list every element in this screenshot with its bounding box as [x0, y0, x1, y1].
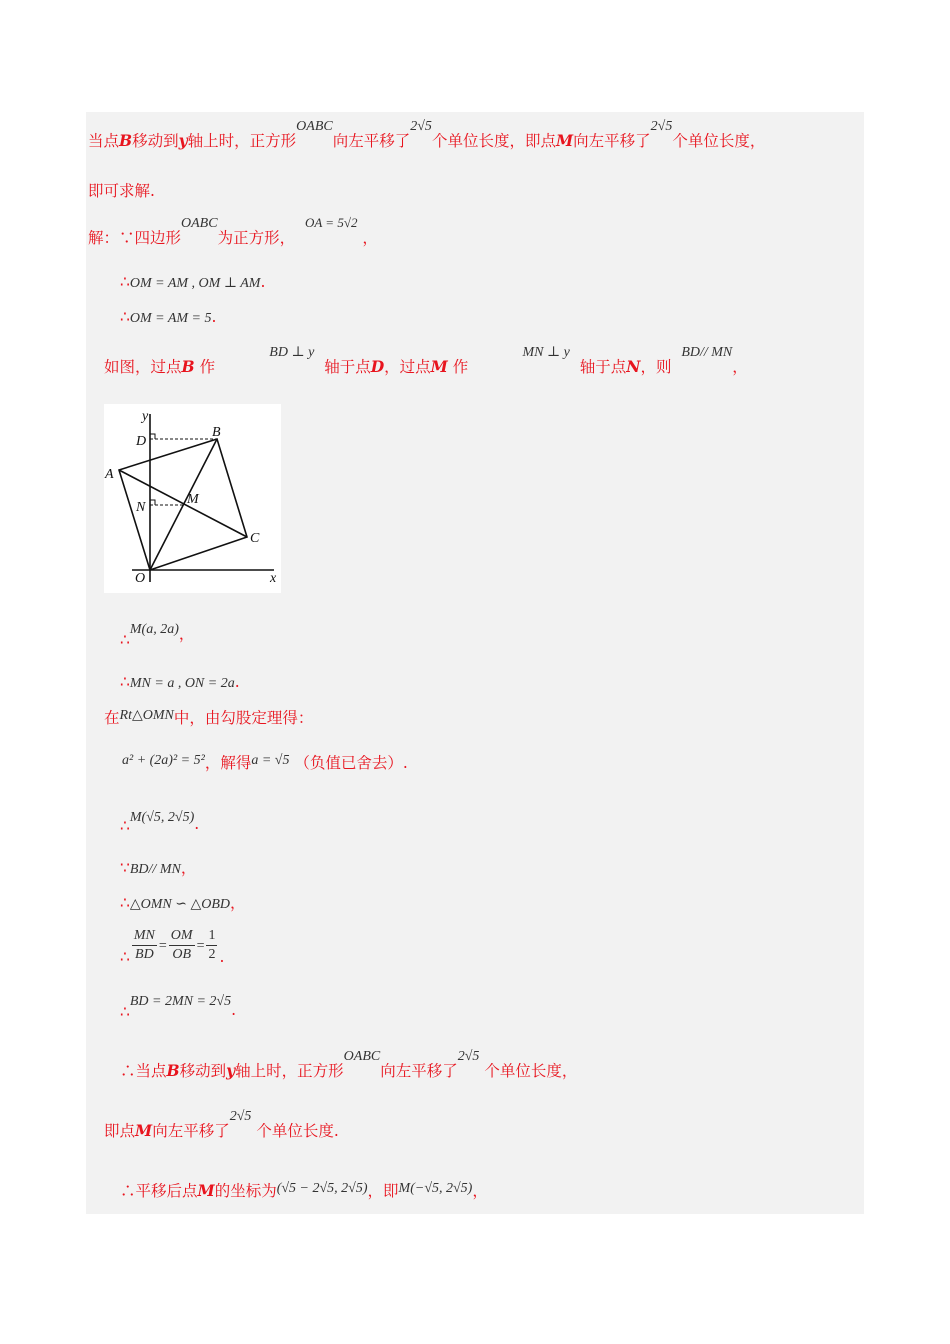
- text: 轴上时，正方形: [187, 132, 297, 150]
- text: 为正方形，: [217, 229, 296, 247]
- line-7: [120, 622, 195, 649]
- line-14: [120, 927, 224, 964]
- therefore: ∴: [120, 1003, 130, 1021]
- text: 个单位长度.: [256, 1122, 339, 1140]
- text: 当点: [88, 132, 120, 150]
- text: 移动到: [179, 1062, 227, 1080]
- label-x: x: [270, 571, 277, 586]
- text: .: [219, 947, 225, 966]
- text: 向左平移了: [573, 132, 651, 150]
- text: .: [211, 308, 217, 326]
- text: .: [260, 273, 266, 291]
- point-b: B: [166, 1061, 180, 1080]
- text: 作: [452, 358, 469, 376]
- text: 即点: [104, 1122, 136, 1140]
- line-9: [104, 708, 313, 730]
- math-m-final: M(−√5, 2√5): [398, 1181, 473, 1196]
- text: ，: [180, 859, 197, 877]
- fraction-om-ob: [169, 927, 195, 964]
- math-similar: △OMN ∽ △OBD: [129, 897, 231, 912]
- text: ，则: [640, 358, 672, 376]
- line-12: [120, 858, 196, 880]
- because: ∵: [120, 859, 130, 877]
- denominator: OB: [172, 947, 191, 962]
- text: 中，由勾股定理得：: [173, 709, 314, 727]
- therefore: ∴: [120, 817, 130, 835]
- line-1: [88, 119, 766, 153]
- text: 在: [104, 709, 120, 727]
- math-pythag: a² + (2a)² = 5²: [122, 753, 205, 768]
- label-o: O: [135, 571, 146, 586]
- math-bd-parallel-mn: BD// MN: [129, 862, 181, 877]
- text: 向左平移了: [152, 1122, 230, 1140]
- text: 如图，过点: [104, 358, 182, 376]
- text: 轴于点: [324, 358, 371, 376]
- text: 的坐标为: [214, 1182, 277, 1200]
- line-13: [120, 893, 246, 915]
- text: ，: [362, 229, 378, 247]
- math-oabc: OABC: [181, 216, 218, 231]
- line-4: [120, 272, 265, 294]
- point-m: M: [197, 1181, 215, 1200]
- math-a-sqrt5: a = √5: [251, 753, 290, 768]
- line-18: [120, 1181, 488, 1203]
- math-2sqrt5: 2√5: [410, 119, 432, 134]
- line-17: [104, 1109, 339, 1143]
- text: 个单位长度，: [672, 132, 766, 150]
- denominator: BD: [135, 947, 154, 962]
- label-m: M: [187, 492, 199, 507]
- line-5: [120, 307, 216, 329]
- math-om-am-5: OM = AM = 5: [129, 311, 212, 326]
- line-8: [120, 672, 240, 694]
- text: ，: [472, 1182, 488, 1200]
- point-m: M: [135, 1121, 153, 1140]
- text: .: [231, 1001, 237, 1019]
- numerator: MN: [132, 927, 157, 946]
- text: 个单位长度，: [484, 1062, 578, 1080]
- text: 向左平移了: [332, 132, 411, 150]
- text: ，即: [367, 1182, 399, 1200]
- point-n: N: [626, 357, 641, 376]
- text: ，: [178, 625, 195, 643]
- text: 轴上时，正方形: [235, 1062, 344, 1080]
- math-om-am: OM = AM , OM ⊥ AM: [129, 276, 261, 291]
- line-3: [88, 215, 378, 250]
- fraction-1-2: [206, 927, 217, 964]
- math-m-a-2a: M(a, 2a): [129, 622, 179, 637]
- therefore: ∴: [120, 894, 130, 912]
- text: ，: [732, 358, 748, 376]
- axis-y: y: [178, 131, 188, 150]
- math-bd-2mn: BD = 2MN = 2√5: [129, 994, 232, 1009]
- text: .: [194, 815, 200, 833]
- text: .: [234, 673, 240, 691]
- math-oa: OA = 5√2: [304, 215, 358, 230]
- math-bd-parallel-mn: BD// MN: [681, 345, 733, 360]
- figure-svg: [104, 404, 281, 593]
- point-m: M: [430, 357, 448, 376]
- line-16: [120, 1049, 578, 1083]
- math-2sqrt5: 2√5: [650, 119, 673, 134]
- label-b: B: [212, 425, 221, 440]
- math-oabc: OABC: [296, 119, 333, 134]
- point-b: B: [181, 357, 195, 376]
- line-2: 即可求解.: [88, 182, 155, 200]
- label-n: N: [136, 500, 146, 515]
- math-mn-on: MN = a , ON = 2a: [129, 676, 235, 691]
- equals: =: [196, 938, 205, 954]
- text: 移动到: [132, 132, 179, 150]
- text: 个单位长度，即点: [431, 132, 556, 150]
- text: 解：∵四边形: [88, 229, 182, 247]
- label-c: C: [250, 531, 260, 546]
- line-11: [120, 806, 200, 835]
- text: ，解得: [204, 754, 252, 772]
- math-2sqrt5: 2√5: [457, 1049, 480, 1064]
- therefore: ∴: [120, 947, 130, 966]
- text: ∴当点: [120, 1062, 167, 1080]
- math-2sqrt5: 2√5: [229, 1109, 252, 1124]
- axis-y: y: [226, 1061, 236, 1080]
- point-b: B: [119, 131, 133, 150]
- line-6: [104, 345, 748, 379]
- therefore: ∴: [120, 673, 130, 691]
- denominator: 2: [208, 947, 216, 962]
- geometry-figure: [104, 404, 281, 593]
- line-15: [120, 990, 237, 1021]
- math-oabc: OABC: [343, 1049, 381, 1064]
- math-rt-omn: Rt△OMN: [119, 708, 174, 723]
- text: 轴于点: [579, 358, 627, 376]
- text: 作: [199, 358, 216, 376]
- point-d: D: [370, 357, 385, 376]
- math-mn-perp-y: MN ⊥ y: [522, 345, 570, 360]
- math-m-coord: M(√5, 2√5): [129, 810, 195, 825]
- line-10: [122, 753, 408, 775]
- numerator: 1: [206, 927, 217, 946]
- text: （负值已舍去）.: [294, 754, 408, 772]
- text: ，: [230, 894, 246, 912]
- therefore: ∴: [120, 308, 130, 326]
- text: 向左平移了: [380, 1062, 458, 1080]
- label-a: A: [105, 467, 114, 482]
- numerator: OM: [169, 927, 195, 946]
- fraction-mn-bd: [132, 927, 157, 964]
- point-m: M: [555, 131, 574, 150]
- label-d: D: [136, 434, 147, 449]
- therefore: ∴: [120, 631, 130, 649]
- math-translated-coord: (√5 − 2√5, 2√5): [276, 1181, 368, 1196]
- text: ∴平移后点: [120, 1182, 198, 1200]
- label-y: y: [142, 409, 149, 424]
- therefore: ∴: [120, 273, 130, 291]
- math-bd-perp-y: BD ⊥ y: [269, 345, 315, 360]
- equals: =: [158, 938, 167, 954]
- text: ，过点: [384, 358, 431, 376]
